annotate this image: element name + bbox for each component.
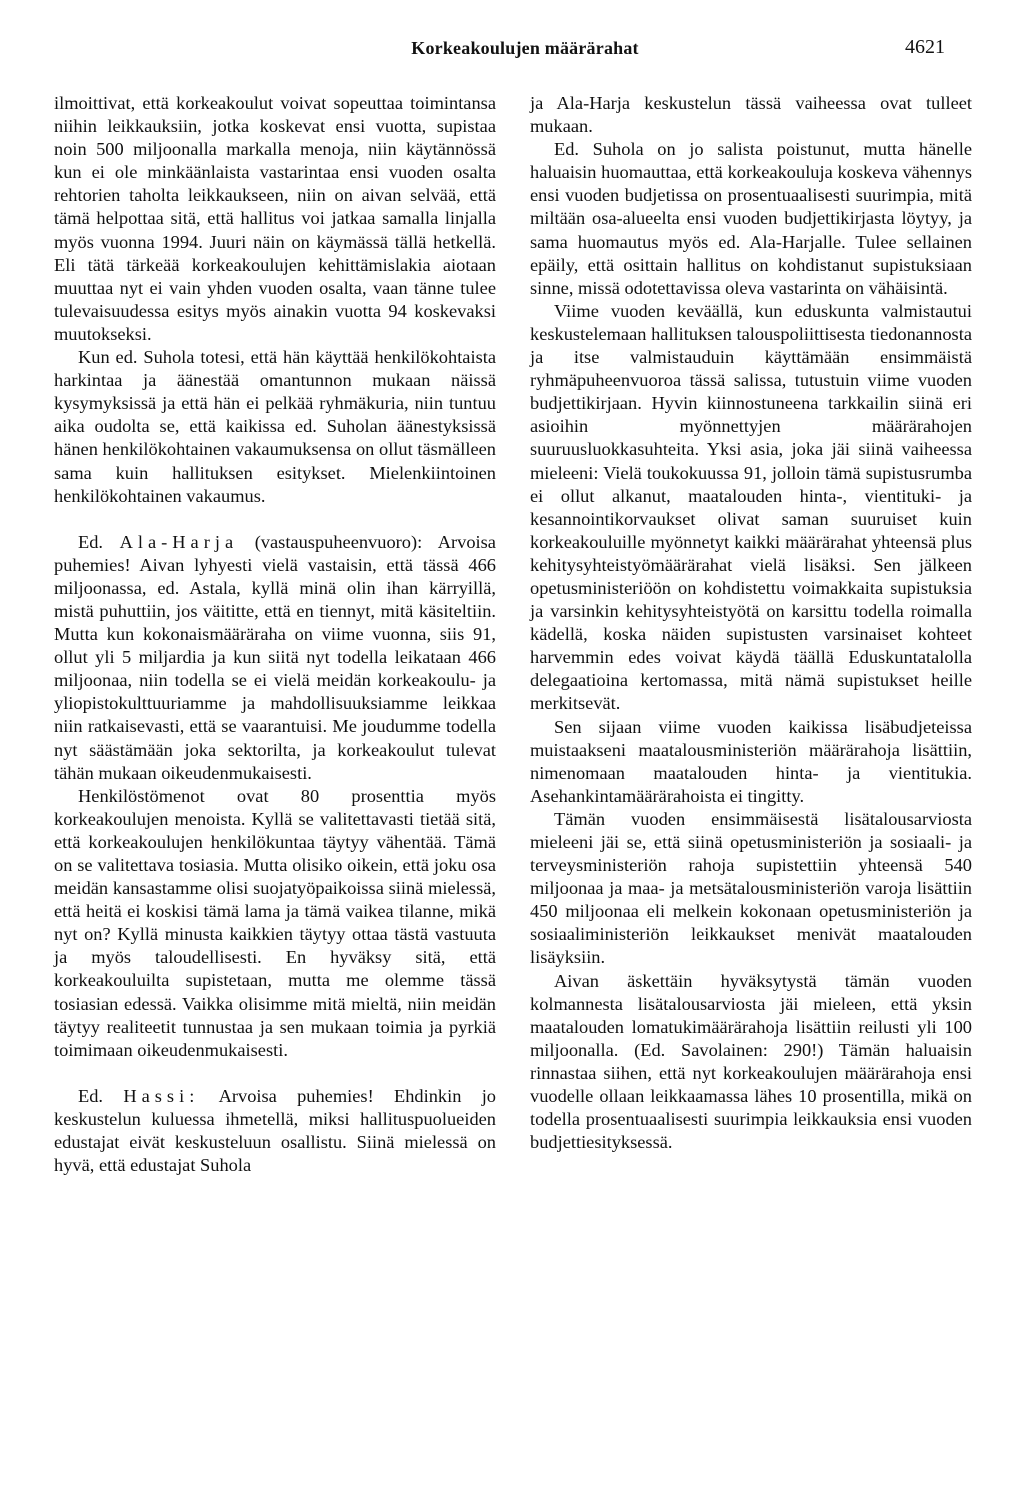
paragraph: ja Ala-Harja keskustelun tässä vaiheessa ovat tulleet mukaan. bbox=[530, 93, 972, 137]
paragraph: Viime vuoden keväällä, kun eduskunta valmistautui keskustelemaan hallituksen talouspoliittisesta tiedonannosta ja itse valmistauduin käyttämään ensimmäistä ryhmäpuheenvuoroa tässä salissa, tutustuin viime vuoden budjettikirjaan. Hyvin kiinnostuneena tarkkailin siinä eri asioihin myönnettyjen määrärahojen suuruusluokkasuhteita. Yksi asia, joka jäi siinä vaiheessa mieleeni: Vielä toukokuussa 91, jolloin tämä supistusrumba ei ollut alkanut, maatalouden hinta-, vientituki- ja kesannointikorvaukset olivat saman suuruiset kuin korkeakouluille myönnetyt kaikki määrärahat yhteensä plus kehitysyhteistyömäärärahat vielä lisäksi. Sen jälkeen opetusministeriöön on kohdistettu voimakkaita supistuksia ja varsinkin kehitysyhteistyötä on karsittu todella roimalla kädellä, koska näiden supistusten varsinaiset kohteet harvemmin edes voivat käydä täällä Eduskuntatalolla delegaatioina kertomassa, mitä nämä supistukset heille merkitsevät. bbox=[530, 300, 972, 714]
speaker-prefix: Ed. bbox=[78, 531, 104, 552]
left-column bbox=[54, 92, 496, 1177]
page-number: 4621 bbox=[905, 36, 945, 58]
paragraph: Sen sijaan viime vuoden kaikissa lisäbudjeteissa muistaakseni maatalousministeriön määrärahoja lisättiin, nimenomaan maatalouden hinta- ja vientitukia. Asehankintamäärärahoista ei tingitty. bbox=[530, 716, 972, 806]
speaker-name: Ala-Harja bbox=[119, 531, 239, 552]
paragraph: Henkilöstömenot ovat 80 prosenttia myös korkeakoulujen menoista. Kyllä se valitettavasti tietää sitä, että korkeakoulujen henkilökuntaa täytyy vähentää. Tämä on se valitettava tosiasia. Mutta olisiko oikein, että joku osa meidän kansastamme olisi suojatyöpaikoissa siinä mielessä, että heitä ei koskisi tämä lama ja tämä vaikea tilanne, mikä nyt on? Kyllä minusta kaikkien täytyy ottaa tästä vastuuta ja myös taloudellisesti. En hyväksy sitä, että korkeakouluilta supistetaan, mutta me olemme tässä tosiasian edessä. Vaikka olisimme mitä mieltä, niin meidän täytyy realiteetit tunnustaa ja sen mukaan toimia ja pyrkiä toimimaan oikeudenmukaisesti. bbox=[54, 785, 496, 1060]
paragraph: ilmoittivat, että korkeakoulut voivat sopeuttaa toimintansa niihin leikkauksiin, jotka koskevat ensi vuotta, supistaa noin 500 miljoonalla markalla menoja, niin käytännössä kun ei ole minkäänlaista vastarintaa ensi vuoden osalta rehtorien taholta leikkaukseen, niin on aivan selvää, että tämä helpottaa sitä, että hallitus voi jatkaa samalla linjalla myös vuonna 1994. Juuri näin on käymässä tällä hetkellä. Eli tätä tärkeää korkeakoulujen kehittämislakia aiotaan muuttaa nyt ei vain yhden vuoden osalta, vaan tänne tulee tulevaisuudessa esitys myös ainakin vuotta 94 koskevaksi muutokseksi. bbox=[54, 93, 496, 344]
page-header bbox=[0, 22, 1024, 62]
speech-ala-harja bbox=[54, 531, 496, 785]
speech-text: (vastauspuheenvuoro): Arvoisa puhemies! Aivan lyhyesti vielä vastaisin, että tässä 466 miljoonassa, ed. Astala, kyllä minä olin ihan kärryillä, mistä puhuttiin, jos väititte, että en tiennyt, mitä käsiteltiin. Mutta kun kokonaismääräraha on viime vuonna, siis 91, ollut yli 5 miljardia ja kun siitä nyt todella leikataan 466 miljoonaa, niin todella se ei vielä meidän korkeakoulu- ja yliopistokulttuuriamme ja mahdollisuuksiamme leikkaa niin ratkaisevasti, että se vaarantuisi. Me joudumme todella nyt säästämään joka sektorilta, ja korkeakoulut tulevat tähän mukaan oikeudenmukaisesti. bbox=[54, 531, 496, 783]
running-title: Korkeakoulujen määrärahat bbox=[411, 38, 639, 58]
paragraph: Ed. Suhola on jo salista poistunut, mutta hänelle haluaisin huomauttaa, että korkeakouluja koskeva vähennys ensi vuoden budjetissa on prosentuaalisesti suurimpia, mitä miltään osa-alueelta ensi vuoden budjettikirjasta löytyy, ja sama huomautus myös ed. Ala-Harjalle. Tulee sellainen epäily, että osittain hallitus on kohdistanut supistuksiaan sinne, missä odotettavissa oleva vastarinta on vähäisintä. bbox=[530, 139, 972, 298]
paragraph: Tämän vuoden ensimmäisestä lisätalousarviosta mieleeni jäi se, että siinä opetusministeriön ja sosiaali- ja terveysministeriön rahoja supistettiin yhteensä 540 miljoonaa ja maa- ja metsätalousministeriön varoja lisättiin 450 miljoonaa eli melkein kokonaan opetusministeriön ja sosiaaliministeriön leikkaukset menivät maatalouden lisäyksiin. bbox=[530, 808, 972, 968]
speech-text: Arvoisa puhemies! Ehdinkin jo keskustelun kuluessa ihmetellä, miksi hallituspuolueiden edustajat eivät keskusteluun osallistu. Siinä mielessä on hyvä, että edustajat Suhola bbox=[54, 1085, 497, 1176]
speech-hassi bbox=[54, 1085, 496, 1177]
paragraph: Aivan äskettäin hyväksytystä tämän vuoden kolmannesta lisätalousarviosta jäi mieleen, että yksin maatalouden lomatukimäärärahoja lisättiin reilusti yli 100 miljoonalla. (Ed. Savolainen: 290!) Tämän haluaisin rinnastaa siihen, että nyt korkeakoulujen määrärahoja ensi vuodelle ollaan leikkaamassa lähes 10 prosentilla, mikä on todella prosentuaalisesti suurimpia leikkauksia ensi vuoden budjettiesityksessä. bbox=[530, 970, 972, 1153]
speaker-prefix: Ed. bbox=[78, 1085, 104, 1106]
paragraph: Kun ed. Suhola totesi, että hän käyttää henkilökohtaista harkintaa ja äänestää omantunnon mukaan näissä kysymyksissä ja että hän ei pelkää ryhmäkuria, niin tuntuu aika oudolta se, että kaikissa ed. Suholan äänestyksissä hänen henkilökohtainen vakaumuksensa on ollut täsmälleen sama kuin hallituksen esitykset. Mielenkiintoinen henkilökohtainen vakaumus. bbox=[54, 347, 496, 506]
speaker-name: Hassi: bbox=[123, 1085, 200, 1106]
right-column bbox=[530, 92, 972, 1154]
